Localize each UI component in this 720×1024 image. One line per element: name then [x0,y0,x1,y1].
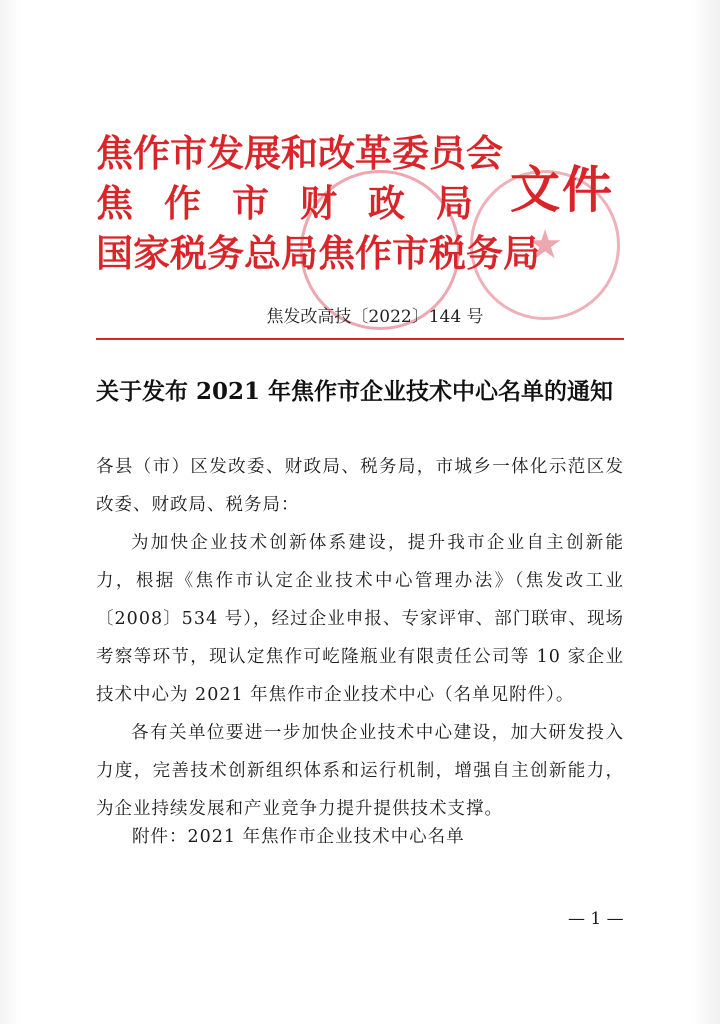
addressee: 各县（市）区发改委、财政局、税务局，市城乡一体化示范区发改委、财政局、税务局： [96,457,624,515]
document-body [96,448,624,828]
seal-star-icon: ★ [527,222,563,268]
page-number: — 1 — [568,909,624,929]
attachment-line: 附件：2021 年焦作市企业技术中心名单 [132,827,465,847]
document-title: 关于发布 2021 年焦作市企业技术中心名单的通知 [96,378,614,405]
org-line-1: 焦作市发展和改革委员会 [96,131,503,175]
body-paragraph-2: 各有关单位要进一步加快企业技术中心建设，加大研发投入力度，完善技术创新组织体系和运行机制，增强自主创新能力，为企业持续发展和产业竞争力提升提供技术支撑。 [96,723,624,819]
red-divider-line [96,338,624,340]
body-paragraph-1: 为加快企业技术创新体系建设，提升我市企业自主创新能力，根据《焦作市认定企业技术中心管理办法》（焦发改工业〔2008〕534 号），经过企业申报、专家评审、部门联审、现场考察等环节，现认定焦作可屹隆瓶业有限责任公司等 10 家企业技术中心为 2021 年焦作市企业技术中心（名单见附件）。 [96,533,624,705]
org-line-2: 焦作市财政局 [96,181,504,225]
document-word: 文件 [510,160,614,219]
org-line-3: 国家税务总局焦作市税务局 [96,231,540,275]
document-number: 焦发改高技〔2022〕144 号 [266,307,484,327]
